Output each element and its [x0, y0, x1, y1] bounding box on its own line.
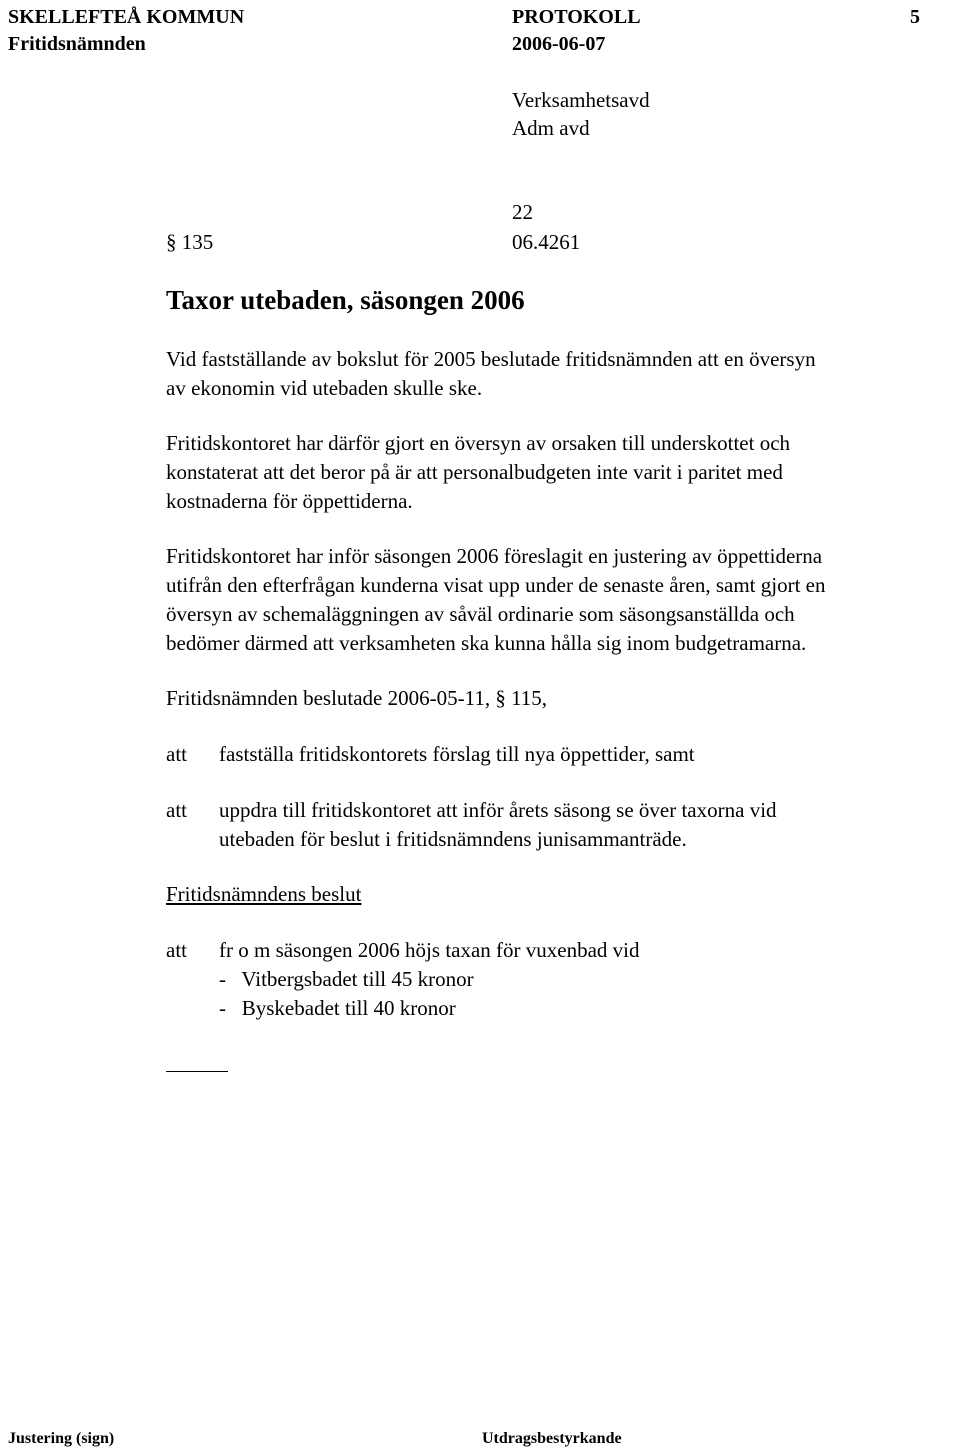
paragraph-3-line: Fritidskontoret har inför säsongen 2006 föreslagit en justering av öppettiderna [166, 544, 823, 568]
paragraph-1 [166, 345, 936, 403]
att-clause-line: utebaden för beslut i fritidsnämndens junisammanträde. [219, 827, 687, 851]
page-number: 5 [910, 6, 920, 28]
att-marker: att [166, 798, 187, 822]
document-type: PROTOKOLL [512, 6, 641, 28]
decision-text: fr o m säsongen 2006 höjs taxan för vuxenbad vid [219, 938, 640, 962]
paragraph-3 [166, 542, 936, 658]
paragraph-2-line: Fritidskontoret har därför gjort en översyn av orsaken till underskottet och [166, 431, 791, 455]
dnr-line-2: 06.4261 [512, 230, 581, 254]
dnr-line-1: 22 [512, 200, 533, 224]
decision-list-item: - Byskebadet till 40 kronor [219, 996, 456, 1020]
paragraph-2-line: konstaterat att det beror på är att personalbudgeten inte varit i paritet med [166, 460, 783, 484]
earlier-decision-intro: Fritidsnämnden beslutade 2006-05-11, § 115, [166, 686, 548, 710]
att-clause-line: uppdra till fritidskontoret att inför årets säsong se över taxorna vid [219, 798, 777, 822]
paragraph-2-line: kostnaderna för öppettiderna. [166, 489, 413, 513]
distribution-line-1: Verksamhetsavd [512, 88, 650, 112]
paragraph-1-line: av ekonomin vid utebaden skulle ske. [166, 376, 483, 400]
item-title: Taxor utebaden, säsongen 2006 [166, 285, 525, 315]
att-marker: att [166, 938, 187, 962]
paragraph-1-line: Vid fastställande av bokslut för 2005 beslutade fritidsnämnden att en översyn [166, 347, 816, 371]
paragraph-3-line: översyn av schemaläggningen av såväl ordinarie som säsongsanställda och [166, 602, 795, 626]
end-divider [166, 1071, 228, 1072]
paragraph-2 [166, 429, 936, 516]
paragraph-3-line: bedömer därmed att verksamheten ska kunna hålla sig inom budgetramarna. [166, 631, 807, 655]
decision-heading: Fritidsnämndens beslut [166, 882, 362, 906]
footer-justering: Justering (sign) [8, 1430, 115, 1447]
footer-utdragsbestyrkande: Utdragsbestyrkande [482, 1430, 622, 1447]
committee-name: Fritidsnämnden [8, 33, 146, 55]
distribution-line-2: Adm avd [512, 116, 590, 140]
att-marker: att [166, 742, 187, 766]
organization-name: SKELLEFTEÅ KOMMUN [8, 6, 245, 28]
meeting-date: 2006-06-07 [512, 33, 606, 55]
paragraph-3-line: utifrån den efterfrågan kunderna visat upp under de senaste åren, samt gjort en [166, 573, 826, 597]
decision-list-item: - Vitbergsbadet till 45 kronor [219, 967, 474, 991]
paragraph-number: § 135 [166, 230, 214, 254]
att-clause-line: fastställa fritidskontorets förslag till nya öppettider, samt [219, 742, 695, 766]
